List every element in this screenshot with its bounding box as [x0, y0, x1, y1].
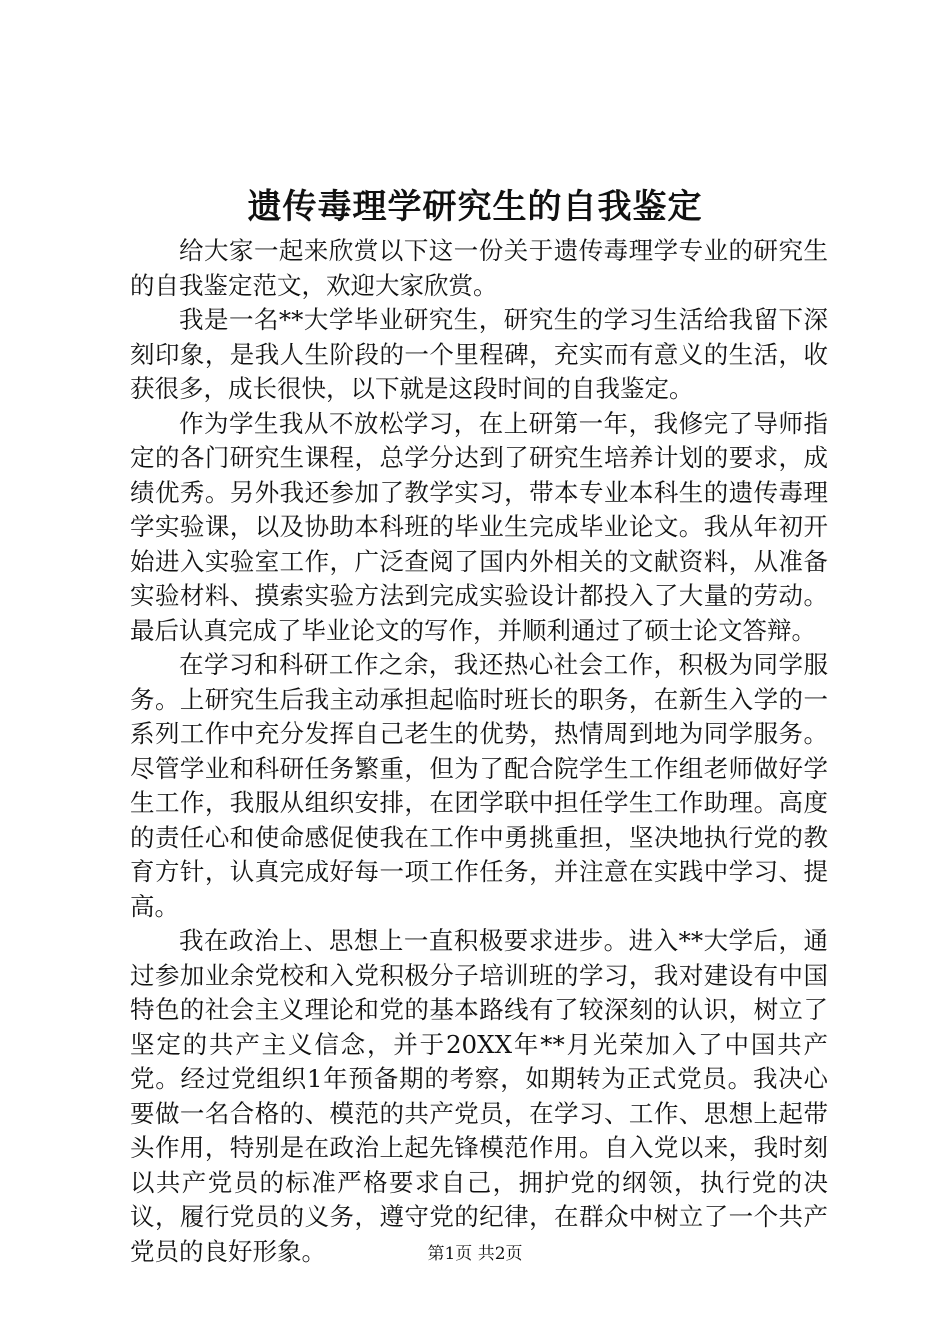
paragraph-study: 作为学生我从不放松学习，在上研第一年，我修完了导师指定的各门研究生课程，总学分达到了研究生培养计划的要求，成绩优秀。另外我还参加了教学实习，带本专业本科生的遗传毒理学实验课，以及协助本科班的毕业生完成毕业论文。我从年初开始进入实验室工作，广泛查阅了国内外相关的文献资料，从准备实验材料、摸索实验方法到完成实验设计都投入了大量的劳动。最后认真完成了毕业论文的写作，并顺利通过了硕士论文答辩。 [130, 408, 828, 645]
page-footer: 第1页 共2页 [427, 1244, 523, 1264]
paragraph-intro: 给大家一起来欣赏以下这一份关于遗传毒理学专业的研究生的自我鉴定范文，欢迎大家欣赏。 [130, 236, 828, 300]
paragraph-political: 我在政治上、思想上一直积极要求进步。进入**大学后，通过参加业余党校和入党积极分子培训班的学习，我对建设有中国特色的社会主义理论和党的基本路线有了较深刻的认识，树立了坚定的共产主义信念，并于20XX年**月光荣加入了中国共产党。经过党组织1年预备期的考察，如期转为正式党员。我决心要做一名合格的、模范的共产党员，在学习、工作、思想上起带头作用，特别是在政治上起先锋模范作用。自入党以来，我时刻以共产党员的标准严格要求自己，拥护党的纲领，执行党的决议，履行党员的义务，遵守党的纪律，在群众中树立了一个共产党员的良好形象。 [130, 926, 828, 1266]
paragraph-social-work: 在学习和科研工作之余，我还热心社会工作，积极为同学服务。上研究生后我主动承担起临时班长的职务，在新生入学的一系列工作中充分发挥自己老生的优势，热情周到地为同学服务。尽管学业和科研任务繁重，但为了配合院学生工作组老师做好学生工作，我服从组织安排，在团学联中担任学生工作助理。高度的责任心和使命感促使我在工作中勇挑重担，坚决地执行党的教育方针，认真完成好每一项工作任务，并注意在实践中学习、提高。 [130, 650, 828, 921]
document-body [130, 234, 828, 1269]
paragraph-self-introduction: 我是一名**大学毕业研究生，研究生的学习生活给我留下深刻印象，是我人生阶段的一个里程碑，充实而有意义的生活，收获很多，成长很快，以下就是这段时间的自我鉴定。 [130, 305, 828, 403]
document-title: 遗传毒理学研究生的自我鉴定 [247, 187, 703, 227]
